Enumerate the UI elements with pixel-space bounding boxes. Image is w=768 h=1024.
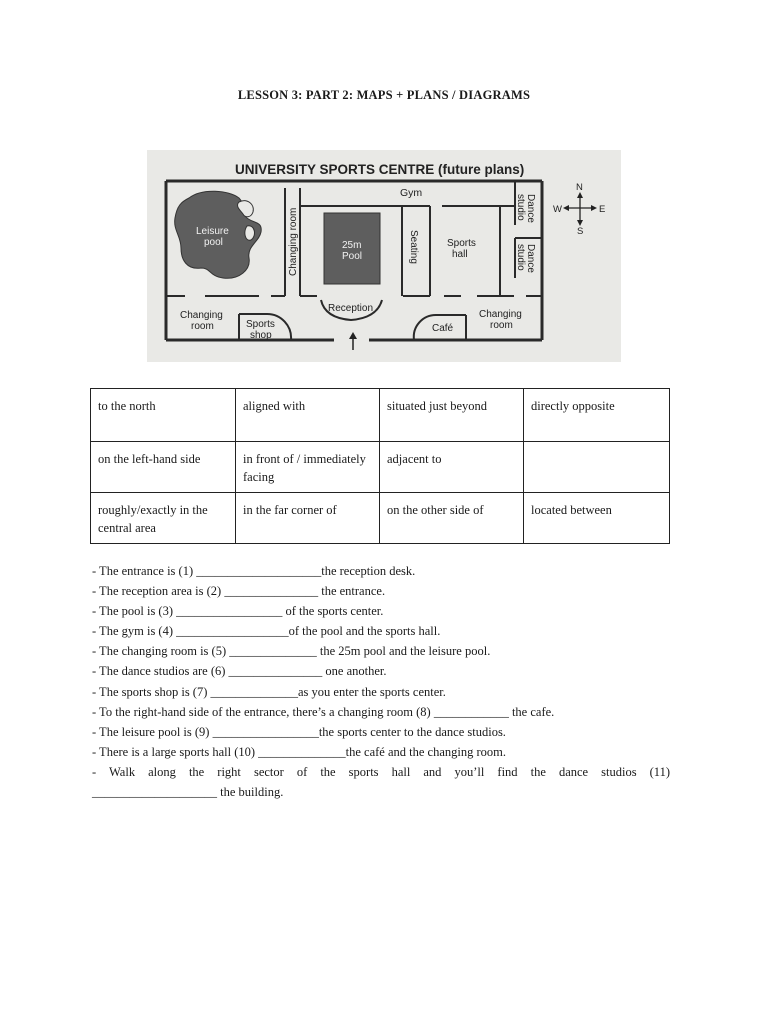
dance-studio-top-label-1: Dance bbox=[525, 194, 536, 223]
exercise-item-4: - The gym is (4) __________________of the pool and the sports hall. bbox=[92, 624, 441, 639]
gym-label: Gym bbox=[400, 187, 423, 199]
sports-hall-label-2: hall bbox=[452, 249, 468, 260]
compass-s-label: S bbox=[577, 226, 584, 237]
table-cell bbox=[524, 442, 670, 493]
entrance-arrow-icon bbox=[349, 332, 357, 350]
compass-icon bbox=[553, 182, 605, 237]
table-row bbox=[91, 493, 670, 544]
exercise-item-1: - The entrance is (1) ____________________the reception desk. bbox=[92, 564, 416, 578]
table-cell: aligned with bbox=[236, 389, 380, 442]
pool-25m-label-2: Pool bbox=[342, 251, 363, 262]
reception-label: Reception bbox=[328, 303, 374, 314]
leisure-pool-label-1: Leisure bbox=[196, 226, 229, 237]
exercise-item-10: - There is a large sports hall (10) ______________the café and the changing room. bbox=[92, 744, 507, 759]
leisure-pool-island-2 bbox=[245, 226, 255, 240]
changing-room-right-label-2: room bbox=[490, 320, 513, 331]
table-cell: roughly/exactly in the central area bbox=[91, 493, 236, 544]
seating-label: Seating bbox=[408, 230, 419, 264]
table-cell: on the left-hand side bbox=[91, 442, 236, 493]
page-title: LESSON 3: PART 2: MAPS + PLANS / DIAGRAMS bbox=[237, 88, 531, 102]
leisure-pool-label-2: pool bbox=[204, 237, 223, 248]
table-cell: located between bbox=[524, 493, 670, 544]
changing-room-right-label-1: Changing bbox=[479, 309, 522, 320]
table-cell: adjacent to bbox=[380, 442, 524, 493]
pool-25m-label-1: 25m bbox=[342, 240, 362, 251]
compass-e-label: E bbox=[599, 204, 606, 215]
compass-n-label: N bbox=[576, 182, 583, 193]
table-cell: to the north bbox=[91, 389, 236, 442]
dance-studio-bottom-label-1: Dance bbox=[525, 244, 536, 273]
exercise-item-8: - To the right-hand side of the entrance, there’s a changing room (8) ____________ the cafe. bbox=[92, 704, 555, 719]
table-cell: directly opposite bbox=[524, 389, 670, 442]
floor-plan-drawing bbox=[147, 150, 621, 362]
sports-centre-floor-plan bbox=[147, 150, 621, 362]
table-cell: in the far corner of bbox=[236, 493, 380, 544]
changing-room-vertical-label: Changing room bbox=[288, 207, 299, 276]
compass-w-label: W bbox=[553, 204, 562, 215]
table-cell: situated just beyond bbox=[380, 389, 524, 442]
sports-hall-label-1: Sports bbox=[447, 238, 476, 249]
table-row bbox=[91, 442, 670, 493]
sports-shop-label-1: Sports bbox=[246, 319, 275, 330]
sports-shop-label-2: shop bbox=[250, 330, 272, 341]
dance-studio-top-label-2: studio bbox=[515, 194, 526, 221]
exercise-item-11: - Walk along the right sector of the sports hall and you’ll find the dance studios (11) bbox=[92, 764, 670, 779]
changing-room-left-label-2: room bbox=[191, 321, 214, 332]
exercise-item-7: - The sports shop is (7) ______________as you enter the sports center. bbox=[92, 684, 446, 699]
table-row bbox=[91, 389, 670, 442]
dance-studio-bottom-label-2: studio bbox=[515, 244, 526, 271]
exercise-item-6: - The dance studios are (6) _______________ one another. bbox=[92, 664, 387, 679]
exercise-item-11-continuation: ____________________ the building. bbox=[92, 785, 284, 800]
exercise-item-9: - The leisure pool is (9) _________________the sports center to the dance studios. bbox=[92, 724, 506, 739]
table-cell: in front of / immediately facing bbox=[236, 442, 380, 493]
exercise-item-3: - The pool is (3) _________________ of the sports center. bbox=[92, 604, 384, 619]
vocabulary-table bbox=[90, 388, 670, 544]
exercise-list bbox=[92, 561, 670, 802]
exercise-item-2: - The reception area is (2) _______________ the entrance. bbox=[92, 584, 386, 599]
cafe-label: Café bbox=[432, 323, 454, 334]
table-cell: on the other side of bbox=[380, 493, 524, 544]
changing-room-left-label-1: Changing bbox=[180, 310, 223, 321]
plan-title: UNIVERSITY SPORTS CENTRE (future plans) bbox=[235, 162, 525, 177]
exercise-item-5: - The changing room is (5) ______________ the 25m pool and the leisure pool. bbox=[92, 644, 491, 659]
